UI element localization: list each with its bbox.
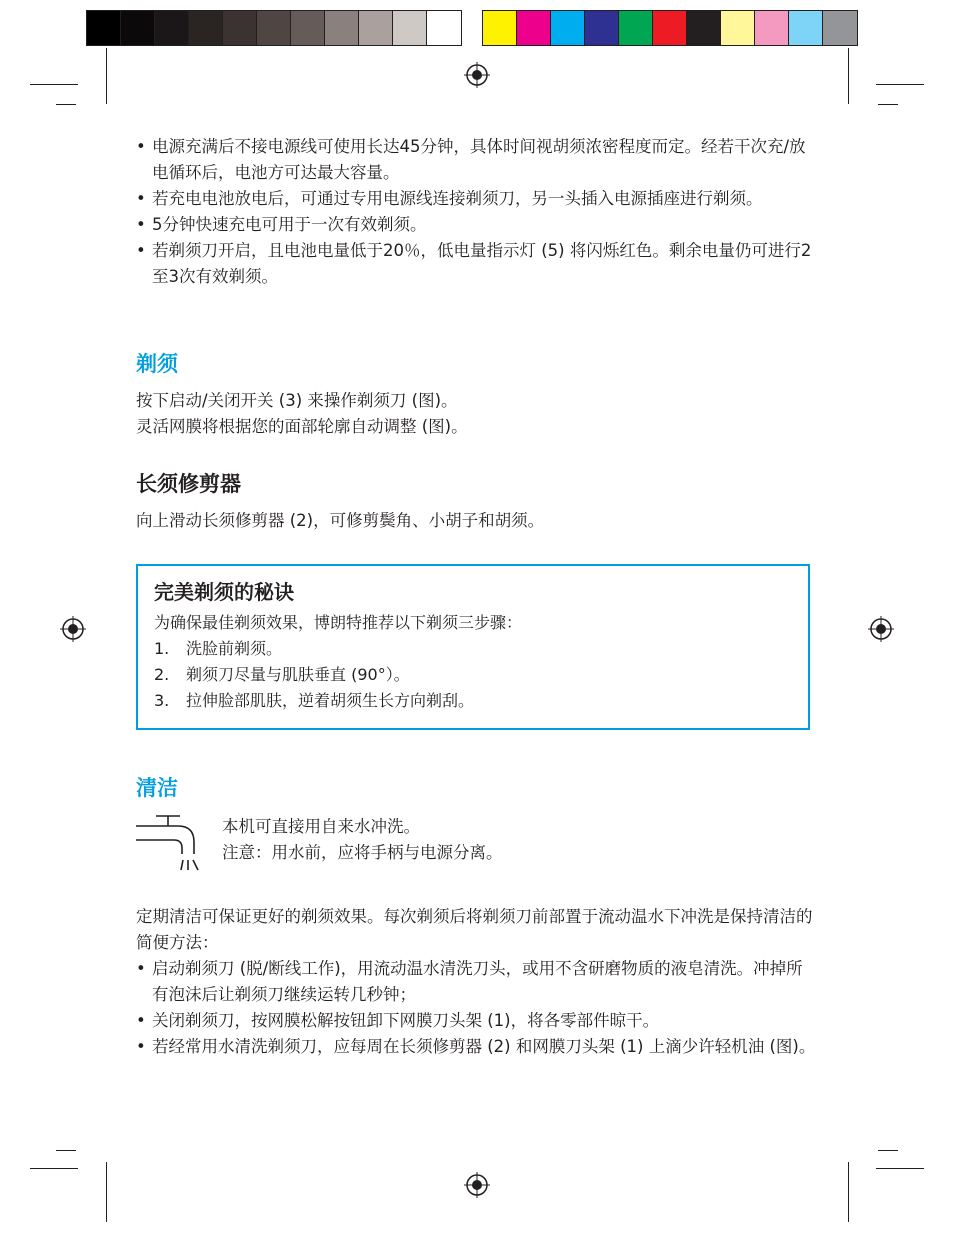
step-text: 拉伸脸部肌肤，逆着胡须生长方向剃刮。 (186, 691, 475, 710)
registration-mark-icon (464, 62, 490, 88)
color-swatch (789, 11, 823, 45)
step-number: 2. (154, 665, 170, 684)
color-swatch (155, 11, 189, 45)
registration-mark-icon (60, 616, 86, 642)
cleaning-paragraph: 定期清洁可保证更好的剃须效果。每次剃须后将剃须刀前部置于流动温水下冲洗是保持清洁的简便方法： (136, 907, 813, 952)
list-item: • 电源充满后不接电源线可使用长达45分钟，具体时间视胡须浓密程度而定。经若干次充/放电循环后，电池方可达最大容量。 (136, 134, 816, 186)
color-swatch (427, 11, 461, 45)
color-swatch (223, 11, 257, 45)
color-swatch (121, 11, 155, 45)
cleaning-body (136, 904, 816, 1060)
shaving-line: 灵活网膜将根据您的面部轮廓自动调整 (图)。 (136, 417, 468, 436)
registration-mark-icon (464, 1172, 490, 1198)
section-title-cleaning: 清洁 (136, 776, 178, 800)
shaving-section (136, 348, 816, 440)
trimmer-text: 向上滑动长须修剪器 (2)，可修剪鬓角、小胡子和胡须。 (136, 511, 545, 530)
grayscale-calibration-bar (86, 10, 462, 46)
color-swatch (755, 11, 789, 45)
tips-intro: 为确保最佳剃须效果，博朗特推荐以下剃须三步骤： (154, 613, 523, 632)
list-item (154, 636, 792, 662)
color-swatch (87, 11, 121, 45)
color-swatch (551, 11, 585, 45)
registration-mark-icon (868, 616, 894, 642)
color-swatch (653, 11, 687, 45)
tips-steps (154, 636, 792, 714)
cleaning-bullets (136, 956, 816, 1060)
list-item (154, 688, 792, 714)
battery-section (136, 134, 816, 290)
step-number: 1. (154, 639, 170, 658)
color-swatch (721, 11, 755, 45)
step-number: 3. (154, 691, 170, 710)
cleaning-section (136, 772, 816, 804)
shaving-line: 按下启动/关闭开关 (3) 来操作剃须刀 (图)。 (136, 391, 458, 410)
list-item: • 若剃须刀开启，且电池电量低于20％，低电量指示灯 (5) 将闪烁红色。剩余电量仍可进行2至3次有效剃须。 (136, 238, 816, 290)
section-title-trimmer: 长须修剪器 (136, 472, 241, 496)
cleaning-note-line: 本机可直接用自来水冲洗。 (222, 817, 420, 836)
step-text: 洗脸前剃须。 (186, 639, 283, 658)
shaving-tips-box (136, 564, 810, 730)
color-swatch (483, 11, 517, 45)
color-swatch (257, 11, 291, 45)
color-swatch (823, 11, 857, 45)
color-swatch (687, 11, 721, 45)
list-item: • 若经常用水清洗剃须刀，应每周在长须修剪器 (2) 和网膜刀头架 (1) 上滴少许轻机油 (图)。 (136, 1034, 816, 1060)
list-item (154, 662, 792, 688)
color-swatch (291, 11, 325, 45)
tips-title: 完美剃须的秘诀 (154, 580, 294, 604)
faucet-icon (134, 812, 204, 874)
section-title-shaving: 剃须 (136, 352, 178, 376)
cleaning-note-line: 注意：用水前，应将手柄与电源分离。 (222, 843, 503, 862)
list-item: • 启动剃须刀 (脱/断线工作)，用流动温水清洗刀头，或用不含研磨物质的液皂清洗。冲掉所有泡沫后让剃须刀继续运转几秒钟； (136, 956, 816, 1008)
color-swatch (517, 11, 551, 45)
color-swatch (325, 11, 359, 45)
cleaning-note (222, 814, 816, 866)
color-swatch (619, 11, 653, 45)
color-swatch (585, 11, 619, 45)
step-text: 剃须刀尽量与肌肤垂直 (90°）。 (186, 665, 410, 684)
list-item: • 5分钟快速充电可用于一次有效剃须。 (136, 212, 816, 238)
color-swatch (359, 11, 393, 45)
trimmer-section (136, 468, 816, 534)
color-swatch (189, 11, 223, 45)
color-swatch (393, 11, 427, 45)
list-item: • 关闭剃须刀，按网膜松解按钮卸下网膜刀头架 (1)，将各零部件晾干。 (136, 1008, 816, 1034)
list-item: • 若充电电池放电后，可通过专用电源线连接剃须刀，另一头插入电源插座进行剃须。 (136, 186, 816, 212)
color-calibration-bar (482, 10, 858, 46)
battery-bullets (136, 134, 816, 290)
